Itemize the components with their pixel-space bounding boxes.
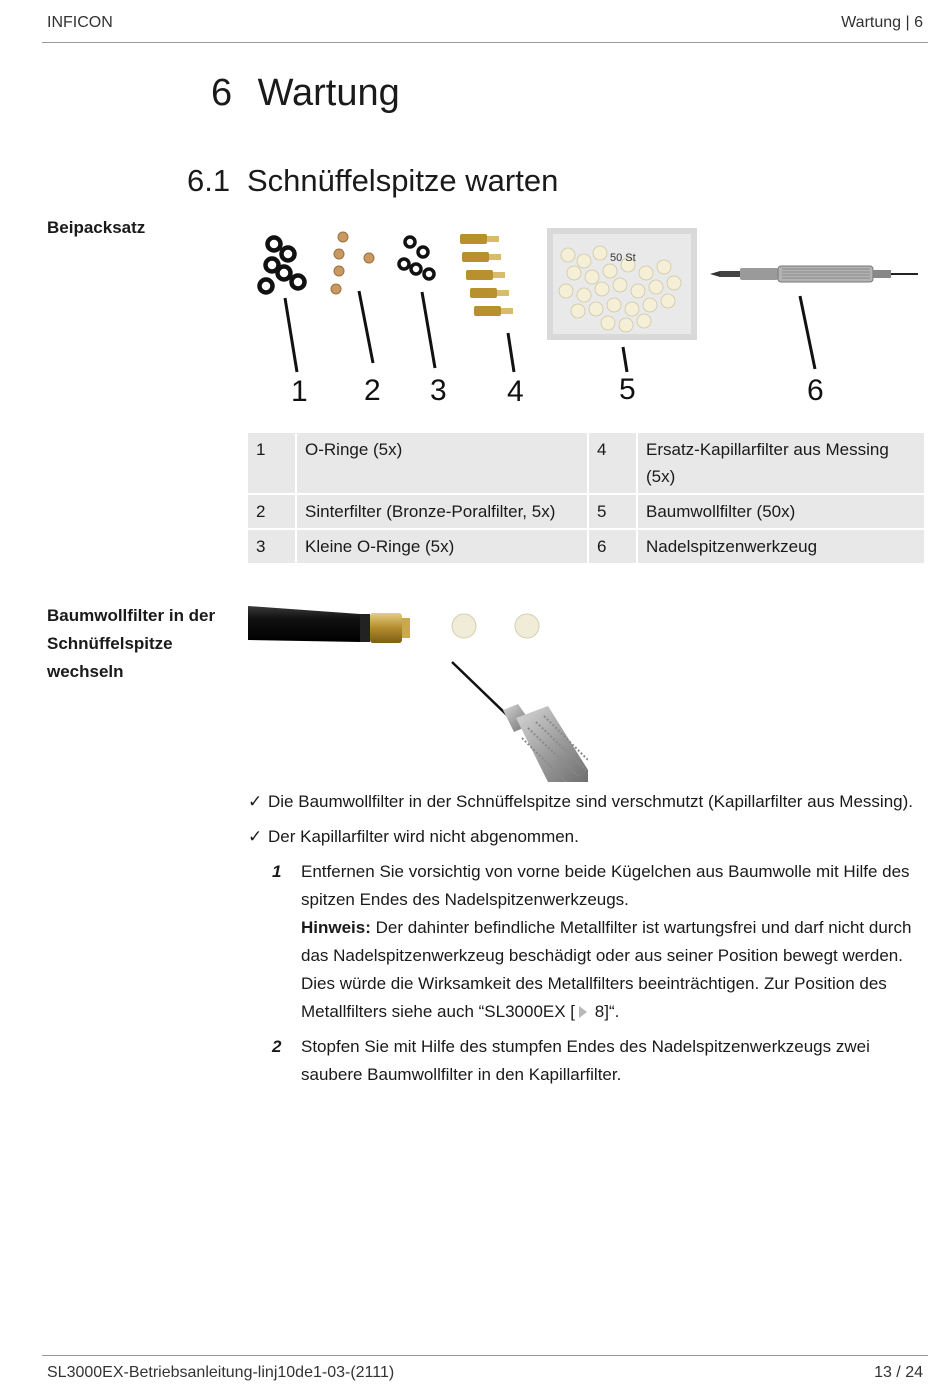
step-text: Stopfen Sie mit Hilfe des stumpfen Endes des Nadelspitzenwerkzeugs zwei saubere Baumwollfilter in den Kapillarfilter. [301, 1037, 870, 1084]
section-number: 6.1 [187, 163, 231, 198]
note-label: Hinweis: [301, 918, 371, 937]
part-name: Ersatz-Kapillarfilter aus Messing (5x) [638, 433, 924, 493]
part-number: 2 [248, 495, 295, 528]
small-o-rings-image [399, 237, 434, 279]
needle-tool-image [710, 266, 918, 282]
instructions [248, 788, 928, 1096]
cotton-filter-bag-image [547, 228, 697, 340]
figure-number-3: 3 [430, 374, 447, 407]
bag-label: 50 St [610, 252, 636, 264]
precondition-item [248, 788, 928, 816]
part-number: 5 [589, 495, 636, 528]
chapter-number: 6 [211, 72, 233, 114]
page-header [42, 12, 928, 43]
step-text: Entfernen Sie vorsichtig von vorne beide Kügelchen aus Baumwolle mit Hilfe des spitzen Endes des Nadelspitzenwerkzeugs. [301, 862, 910, 909]
part-name: O-Ringe (5x) [297, 433, 587, 493]
figure-number-2: 2 [364, 374, 381, 407]
footer-document-id: SL3000EX-Betriebsanleitung-linj10de1-03-(2111) [47, 1364, 395, 1381]
chapter-heading [211, 72, 400, 115]
checkmark-icon: ✓ [248, 827, 263, 846]
figure-number-1: 1 [291, 375, 308, 408]
kit-parts-table [246, 431, 926, 565]
part-number: 3 [248, 530, 295, 563]
precondition-text: Die Baumwollfilter in der Schnüffelspitze sind verschmutzt (Kapillarfilter aus Messing). [268, 792, 913, 811]
brass-capillary-filters-image [460, 234, 513, 316]
note-text: Der dahinter befindliche Metallfilter ist wartungsfrei und darf nicht durch das Nadelspitzenwerkzeug beschädigt oder aus seiner Position bewegt werden. Dies würde die Wirksamkeit des Metallfilters beeinträchtigen. Zur Position des Metallfilters siehe auch “SL3000EX [ [301, 918, 912, 1021]
o-rings-image [260, 238, 305, 293]
cotton-balls-image [452, 614, 539, 638]
part-name: Nadelspitzenwerkzeug [638, 530, 924, 563]
part-name: Sinterfilter (Bronze-Poralfilter, 5x) [297, 495, 587, 528]
part-name: Kleine O-Ringe (5x) [297, 530, 587, 563]
needle-tool-image [452, 662, 588, 782]
header-chapter: Wartung | 6 [841, 14, 923, 31]
section-title: Schnüffelspitze warten [247, 163, 559, 198]
header-brand: INFICON [47, 14, 113, 31]
cotton-filter-replacement-figure [248, 600, 588, 782]
page-footer [42, 1355, 928, 1386]
page-reference-arrow-icon [579, 1006, 587, 1018]
part-number: 4 [589, 433, 636, 493]
part-name: Baumwollfilter (50x) [638, 495, 924, 528]
replace-side-label: Baumwollfilter in der Schnüffelspitze wechseln [47, 606, 216, 681]
step-number: 2 [272, 1037, 282, 1056]
figure-number-5: 5 [619, 373, 636, 406]
step-number: 1 [272, 862, 282, 881]
precondition-item [248, 823, 928, 851]
figure-number-6: 6 [807, 374, 824, 407]
page-reference-link[interactable]: 8 [590, 1002, 605, 1021]
sniffer-tip-image [248, 606, 410, 643]
checkmark-icon: ✓ [248, 792, 263, 811]
step-item [248, 858, 928, 1026]
table-row [248, 495, 924, 528]
kit-side-label: Beipacksatz [47, 218, 146, 237]
table-row [248, 530, 924, 563]
figure-number-4: 4 [507, 375, 524, 408]
kit-parts-figure [248, 225, 928, 410]
table-row [248, 433, 924, 493]
part-number: 1 [248, 433, 295, 493]
note-text-end: ]“. [604, 1002, 620, 1021]
chapter-title: Wartung [257, 72, 400, 114]
sinter-filters-image [331, 232, 374, 294]
part-number: 6 [589, 530, 636, 563]
section-heading [187, 163, 558, 199]
step-item [248, 1033, 928, 1089]
footer-page-number: 13 / 24 [874, 1364, 923, 1381]
precondition-text: Der Kapillarfilter wird nicht abgenommen. [268, 827, 579, 846]
